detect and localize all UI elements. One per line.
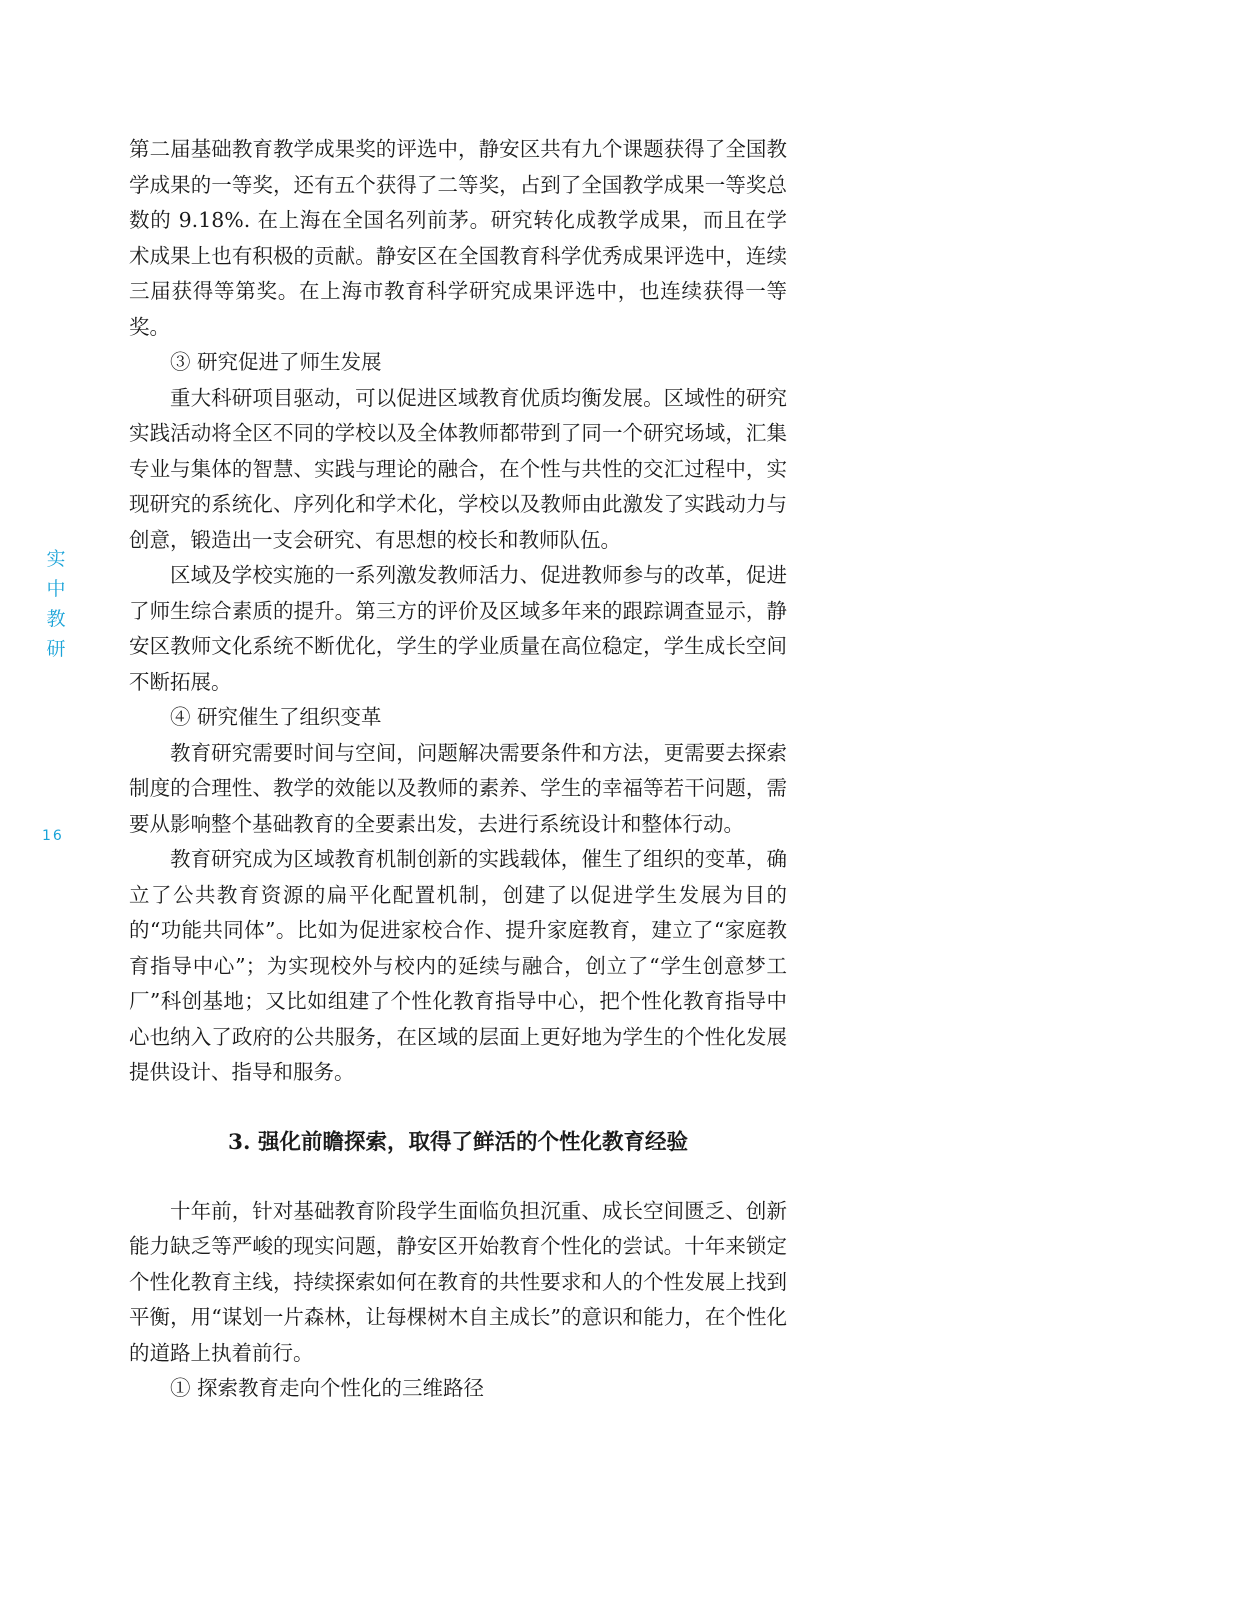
sidebar-title-char: 中 bbox=[46, 578, 66, 600]
paragraph: 教育研究成为区域教育机制创新的实践载体，催生了组织的变革，确立了公共教育资源的扁平化配置机制，创建了以促进学生发展为目的的“功能共同体”。比如为促进家校合作、提升家庭教育，建立了“家庭教育指导中心”；为实现校外与校内的延续与融合，创立了“学生创意梦工厂”科创基地；又比如组建了个性化教育指导中心，把个性化教育指导中心也纳入了政府的公共服务，在区域的层面上更好地为学生的个性化发展提供设计、指导和服务。 bbox=[129, 847, 787, 1084]
paragraph: 区域及学校实施的一系列激发教师活力、促进教师参与的改革，促进了师生综合素质的提升。第三方的评价及区域多年来的跟踪调查显示，静安区教师文化系统不断优化，学生的学业质量在高位稳定，学生成长空间不断拓展。 bbox=[129, 563, 787, 694]
sidebar-title-char: 实 bbox=[46, 548, 66, 570]
paragraph: 重大科研项目驱动，可以促进区域教育优质均衡发展。区域性的研究实践活动将全区不同的学校以及全体教师都带到了同一个研究场域，汇集专业与集体的智慧、实践与理论的融合，在个性与共性的交汇过程中，实现研究的系统化、序列化和学术化，学校以及教师由此激发了实践动力与创意，锻造出一支会研究、有思想的校长和教师队伍。 bbox=[129, 385, 787, 552]
sidebar-title-char: 研 bbox=[46, 638, 66, 660]
section-heading: 3. 强化前瞻探索，取得了鲜活的个性化教育经验 bbox=[228, 1129, 688, 1155]
page-body bbox=[129, 132, 787, 1407]
sidebar-title-char: 教 bbox=[46, 608, 66, 630]
paragraph: 十年前，针对基础教育阶段学生面临负担沉重、成长空间匮乏、创新能力缺乏等严峻的现实问题，静安区开始教育个性化的尝试。十年来锁定个性化教育主线，持续探索如何在教育的共性要求和人的个性发展上找到平衡，用“谋划一片森林，让每棵树木自主成长”的意识和能力，在个性化的道路上执着前行。 bbox=[129, 1198, 787, 1365]
subsection-heading: ① 探索教育走向个性化的三维路径 bbox=[170, 1376, 485, 1400]
subsection-heading: ③ 研究促进了师生发展 bbox=[170, 350, 382, 374]
paragraph: 第二届基础教育教学成果奖的评选中，静安区共有九个课题获得了全国教学成果的一等奖，还有五个获得了二等奖，占到了全国教学成果一等奖总数的 9.18%. 在上海在全国名列前茅。研究转化成教学成果，而且在学术成果上也有积极的贡献。静安区在全国教育科学优秀成果评选中，连续三届获得等第奖。在上海市教育科学研究成果评选中，也连续获得一等奖。 bbox=[129, 137, 787, 339]
paragraph: 教育研究需要时间与空间，问题解决需要条件和方法，更需要去探索制度的合理性、教学的效能以及教师的素养、学生的幸福等若干问题，需要从影响整个基础教育的全要素出发，去进行系统设计和整体行动。 bbox=[129, 740, 787, 836]
sidebar-section-title bbox=[44, 544, 68, 664]
subsection-heading: ④ 研究催生了组织变革 bbox=[170, 705, 382, 729]
page-number: 16 bbox=[42, 828, 64, 844]
